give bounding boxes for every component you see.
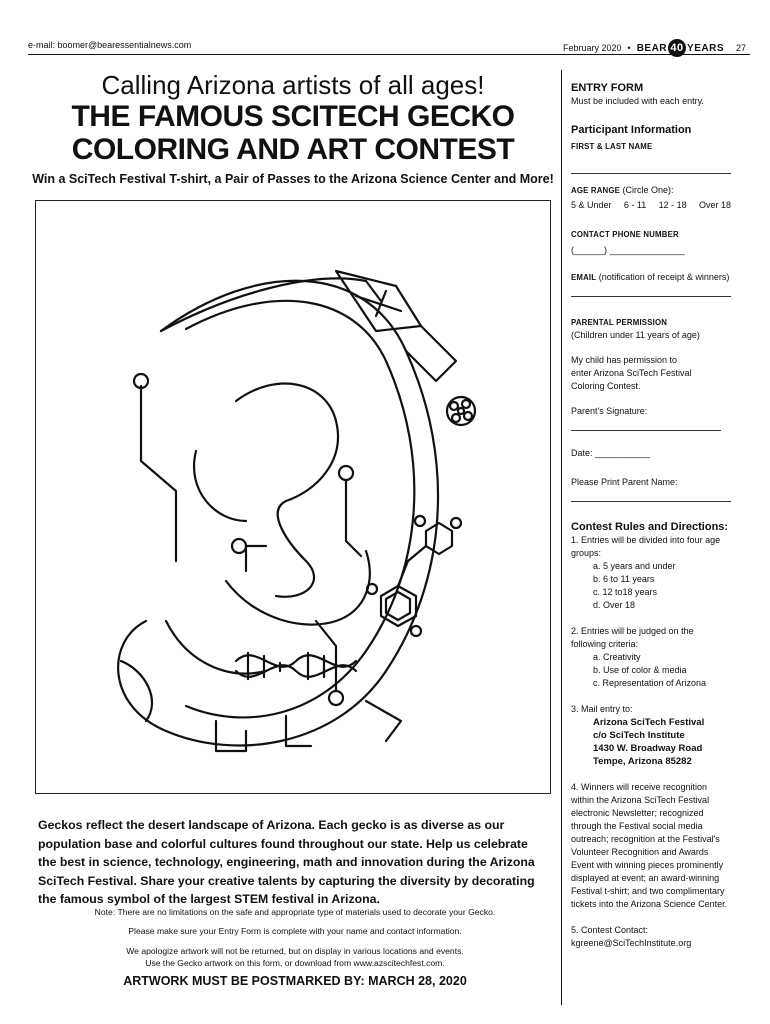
signature-field[interactable] (571, 430, 721, 431)
phone-label: CONTACT PHONE NUMBER (571, 230, 679, 239)
logo-right-text: YEARS (687, 42, 724, 54)
rule-1: 1. Entries will be divided into four age groups: (571, 535, 721, 558)
permission-section (571, 316, 731, 502)
header-date: February 2020 (562, 43, 622, 53)
email-label: EMAIL (571, 273, 597, 282)
title-line-1: THE FAMOUS SCITECH GECKO (71, 100, 515, 133)
age-option-6-11[interactable]: 6 - 11 (623, 200, 647, 210)
rule-3: 3. Mail entry to: (571, 704, 633, 714)
criteria-item: c. Representation of Arizona (593, 678, 707, 688)
postmark-deadline: ARTWORK MUST BE POSTMARKED BY: MARCH 28, 2020 (123, 974, 467, 988)
age-range-section (571, 184, 731, 212)
logo-number: 40 (668, 39, 686, 57)
criteria-item: a. Creativity (593, 652, 641, 662)
print-name-label: Please Print Parent Name: (571, 477, 678, 487)
age-option-over-18[interactable]: Over 18 (698, 200, 731, 210)
rule-2: 2. Entries will be judged on the following criteria: (571, 626, 694, 649)
entry-form (571, 82, 731, 108)
signature-label: Parent's Signature: (571, 406, 648, 416)
permission-label: PARENTAL PERMISSION (571, 318, 668, 327)
page-title (28, 100, 558, 166)
entry-form-title: ENTRY FORM (571, 82, 644, 94)
address-line: Tempe, Arizona 85282 (593, 756, 692, 767)
age-group-item: a. 5 years and under (593, 561, 676, 571)
column-divider (561, 70, 562, 1005)
age-group-item: d. Over 18 (593, 600, 636, 610)
participant-section (571, 124, 731, 174)
bullet: • (627, 43, 631, 53)
note-return-policy (38, 945, 552, 969)
header-divider (28, 54, 750, 55)
rule-5: 5. Contest Contact: (571, 925, 649, 935)
page-number: 27 (735, 43, 746, 53)
email-field[interactable] (571, 296, 731, 297)
rules-section (571, 521, 731, 950)
email-section (571, 271, 731, 297)
age-option-12-18[interactable]: 12 - 18 (658, 200, 687, 210)
age-option-5-under[interactable]: 5 & Under (571, 200, 612, 210)
age-label: AGE RANGE (571, 186, 621, 195)
header-email: e-mail: boomer@bearessentialnews.com (28, 40, 192, 50)
permission-hint: (Children under 11 years of age) (571, 330, 700, 340)
participant-heading: Participant Information (571, 124, 692, 136)
contact-email[interactable]: kgreene@SciTechInstitute.org (571, 938, 692, 948)
gecko-artwork-frame (35, 200, 551, 794)
rules-heading: Contest Rules and Directions: (571, 521, 729, 533)
logo-left-text: BEAR (636, 42, 668, 54)
name-label: FIRST & LAST NAME (571, 142, 653, 151)
note-return-line-2: Use the Gecko artwork on this form, or download from www.azscitechfest.com. (145, 958, 445, 968)
date-field[interactable]: Date: ___________ (571, 448, 651, 458)
name-field[interactable] (571, 173, 731, 174)
permission-text: My child has permission to enter Arizona SciTech Festival Coloring Contest. (571, 355, 692, 391)
phone-section (571, 228, 731, 257)
tagline: Calling Arizona artists of all ages! (101, 70, 485, 100)
print-name-field[interactable] (571, 501, 731, 502)
address-line: c/o SciTech Institute (593, 730, 685, 741)
phone-field[interactable]: (______) _______________ (571, 245, 685, 255)
email-hint: (notification of receipt & winners) (598, 272, 730, 282)
title-line-2: COLORING AND ART CONTEST (71, 133, 515, 166)
age-group-item: c. 12 to18 years (593, 587, 658, 597)
address-line: 1430 W. Broadway Road (593, 743, 703, 754)
note-return-line-1: We apologize artwork will not be returned, but on display in various locations and events. (126, 946, 464, 956)
contest-description: Geckos reflect the desert landscape of Arizona. Each gecko is as diverse as our population base and colorful cultures found throughout our state. Help us celebrate the best in science, technology, engineering, math and innovation during the Arizona SciTech Festival. Share your creative talents by capturing the diversity by decorating the famous symbol of the largest STEM festival in Arizona. (38, 818, 535, 906)
entry-form-subtitle: Must be included with each entry. (571, 96, 704, 106)
note-materials: Note: There are no limitations on the safe and appropriate type of materials used to decorate your Gecko. (94, 907, 496, 917)
age-group-item: b. 6 to 11 years (593, 574, 655, 584)
rule-4: 4. Winners will receive recognition within the Arizona SciTech Festival electronic Newsletter; recognized through the Festival social media outreach; recognition at the Festival's Volunteer Recognition and Awards Event with winning pieces prominently displayed at event; an award-winning Festival t-shirt; and two complimentary tickets into the Arizona Science Center. (571, 782, 728, 909)
prize-subtitle: Win a SciTech Festival T-shirt, a Pair of Passes to the Arizona Science Center and More! (32, 172, 554, 186)
note-entry-form: Please make sure your Entry Form is complete with your name and contact information. (128, 926, 462, 936)
address-line: Arizona SciTech Festival (593, 717, 705, 728)
gecko-coloring-illustration (36, 201, 550, 793)
age-hint: (Circle One): (622, 185, 674, 195)
criteria-item: b. Use of color & media (593, 665, 687, 675)
